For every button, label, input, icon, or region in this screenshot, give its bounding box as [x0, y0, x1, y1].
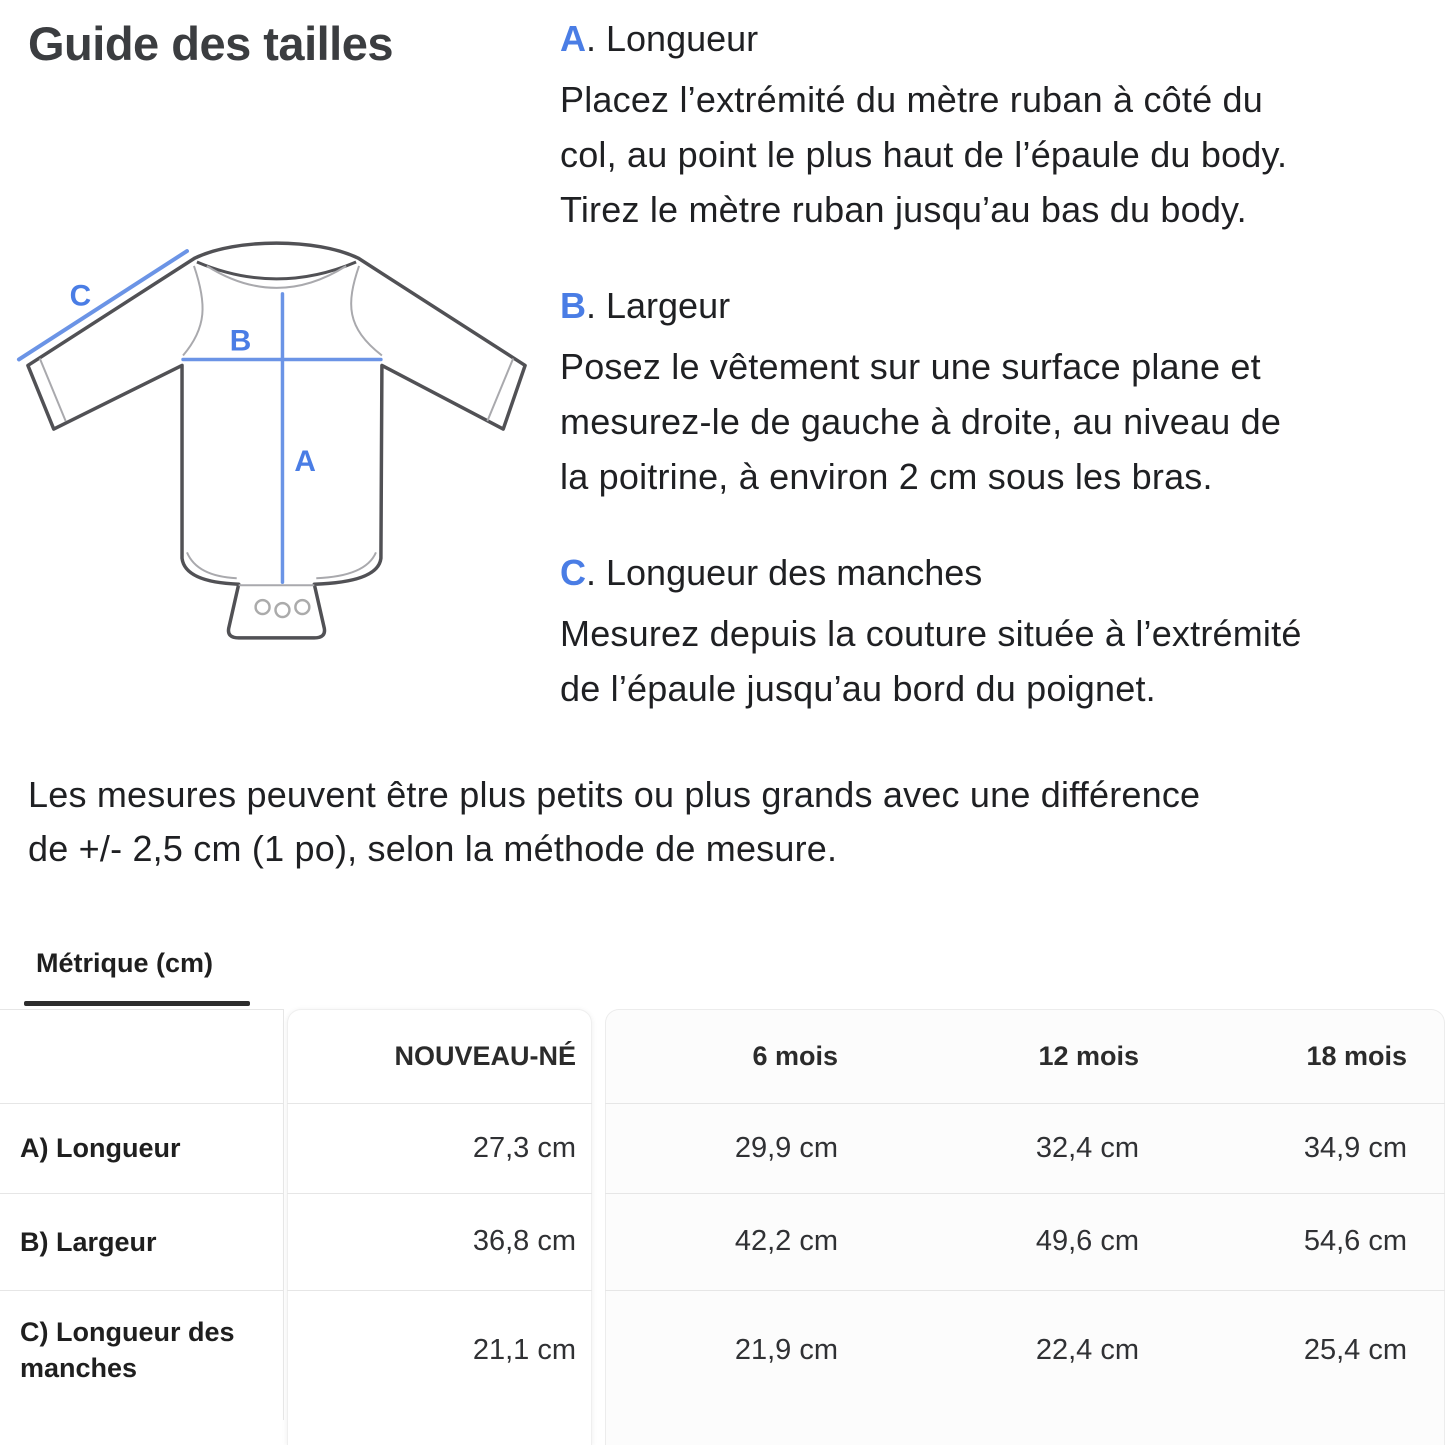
section-a-line: Tirez le mètre ruban jusqu’au bas du body. [560, 189, 1247, 230]
table-cell: 21,1 cm [472, 1333, 576, 1366]
column-header-nouveau-ne: NOUVEAU-NÉ [394, 1040, 576, 1071]
section-a-line: Placez l’extrémité du mètre ruban à côté du [560, 79, 1263, 120]
section-b-line: Posez le vêtement sur une surface plane et [560, 346, 1261, 387]
bodysuit-measurement-diagram [8, 232, 545, 650]
page-title: Guide des tailles [28, 17, 394, 70]
section-b-letter: B [560, 285, 586, 326]
instruction-section-c [560, 550, 1428, 716]
measurement-label-b: B [229, 324, 252, 358]
section-c-line: Mesurez depuis la couture située à l’extrémité [560, 613, 1302, 654]
tolerance-note-line: de +/- 2,5 cm (1 po), selon la méthode de mesure. [28, 828, 838, 869]
section-b-line: mesurez-le de gauche à droite, au niveau de [560, 401, 1282, 442]
table-cell: 25,4 cm [1303, 1333, 1407, 1366]
instruction-section-b [560, 283, 1428, 504]
measure-instructions [560, 16, 1428, 762]
row-label-largeur: B) Largeur [20, 1226, 157, 1257]
snap-button [295, 600, 309, 614]
table-cell: 34,9 cm [1303, 1131, 1407, 1164]
tab-metric[interactable]: Métrique (cm) [36, 948, 214, 978]
row-label-longueur: A) Longueur [20, 1133, 181, 1163]
table-cell: 36,8 cm [472, 1225, 576, 1257]
measurement-label-c: C [69, 279, 92, 313]
table-corner-cell [0, 1009, 283, 1103]
table-cell: 21,9 cm [734, 1333, 838, 1366]
section-a-line: col, au point le plus haut de l’épaule du body. [560, 134, 1288, 175]
table-cell: 54,6 cm [1303, 1225, 1407, 1257]
measurement-label-a: A [294, 444, 316, 478]
section-c-heading: C. Longueur des manches [560, 552, 983, 593]
tab-metric-underline [24, 1001, 250, 1006]
tolerance-note [28, 768, 1423, 876]
section-b-line: la poitrine, à environ 2 cm sous les bras. [560, 456, 1213, 497]
bodysuit-outline [28, 243, 525, 638]
row-label-longueur-manches: C) Longueur des manches [20, 1317, 235, 1383]
table-cell: 22,4 cm [1035, 1333, 1139, 1366]
tolerance-note-line: Les mesures peuvent être plus petits ou plus grands avec une différence [28, 774, 1201, 815]
section-b-heading: B. Largeur [560, 285, 731, 326]
instruction-section-a [560, 16, 1428, 237]
size-table [0, 1009, 1445, 1445]
column-header-18-mois: 18 mois [1306, 1040, 1407, 1071]
table-cell: 42,2 cm [734, 1225, 838, 1257]
size-table-grid [0, 1009, 1445, 1445]
table-cell: 27,3 cm [472, 1131, 576, 1164]
table-cell: 32,4 cm [1035, 1131, 1139, 1164]
table-cell: 29,9 cm [734, 1131, 838, 1164]
section-a-letter: A [560, 18, 586, 59]
section-c-line: de l’épaule jusqu’au bord du poignet. [560, 668, 1156, 709]
column-header-12-mois: 12 mois [1038, 1040, 1139, 1071]
column-header-6-mois: 6 mois [752, 1040, 838, 1071]
snap-button [256, 600, 270, 614]
table-cell: 49,6 cm [1035, 1225, 1139, 1257]
section-a-heading: A. Longueur [560, 18, 759, 59]
section-c-letter: C [560, 552, 586, 593]
snap-button [276, 603, 290, 617]
